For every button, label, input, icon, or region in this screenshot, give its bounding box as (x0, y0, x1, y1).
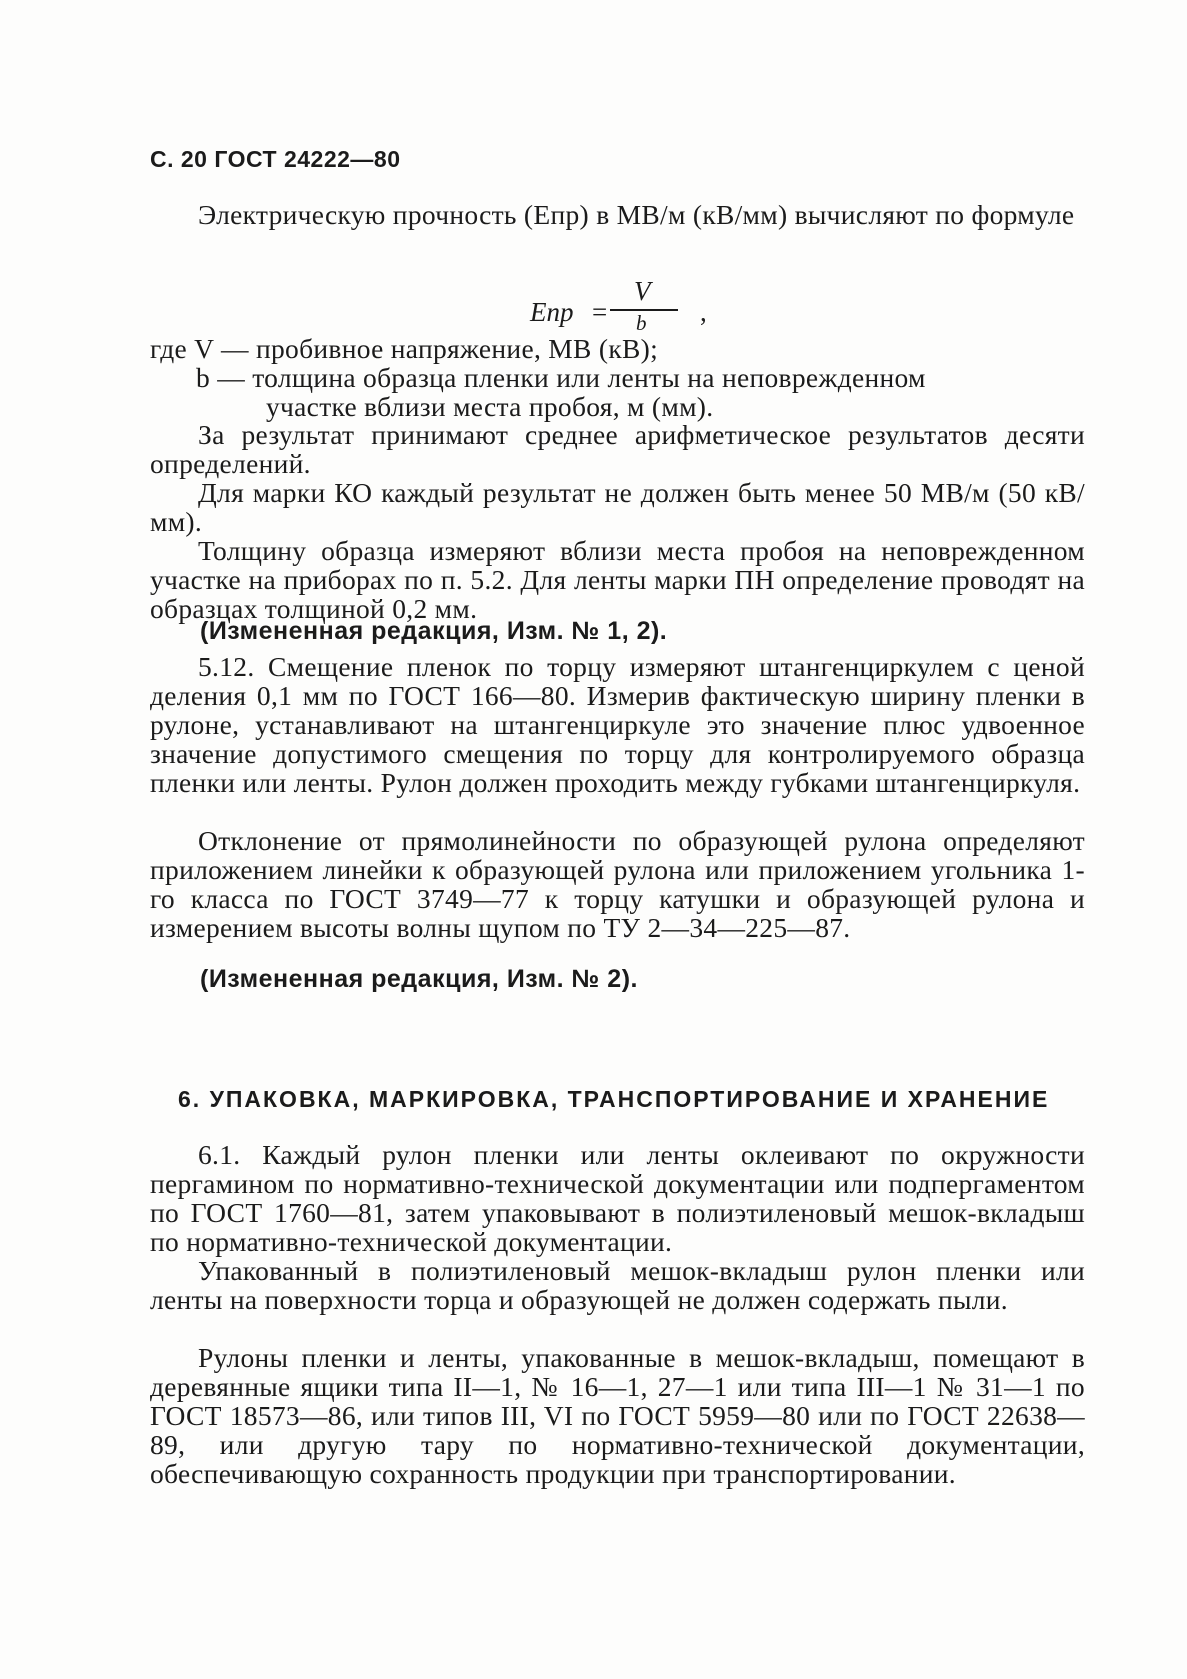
ko-grade-paragraph: Для марки КО каждый результат не должен быть менее 50 МВ/м (50 кВ/мм). (150, 477, 1085, 537)
edition-note-1-2: (Измененная редакция, Изм. № 1, 2). (200, 617, 668, 645)
where-b-definition-line2: участке вблизи места пробоя, м (мм). (266, 391, 714, 422)
formula-lhs: Eпр (530, 297, 574, 327)
straightness-paragraph: Отклонение от прямолинейности по образующей рулона определяют приложением линейки к образующей рулона или приложением угольника 1-го класса по ГОСТ 3749—77 к торцу катушки и образующей рулона и измерением высоты волны щупом по ТУ 2—34—225—87. (150, 825, 1085, 943)
edition-note-2: (Измененная редакция, Изм. № 2). (200, 965, 638, 993)
formula-comma: , (700, 297, 707, 327)
running-header: С. 20 ГОСТ 24222—80 (150, 146, 401, 172)
formula-denominator: b (636, 311, 647, 335)
paragraph-5-12: 5.12. Смещение пленок по торцу измеряют штангенциркулем с ценой деления 0,1 мм по ГОСТ 166—80. Измерив фактическую ширину пленки в рулоне, устанавливают на штангенциркуле это значение плюс удвоенное значение допустимого смещения по торцу для контролируемого образца пленки или ленты. Рулон должен проходить между губками штангенциркуля. (150, 651, 1085, 798)
section-6-heading: 6. УПАКОВКА, МАРКИРОВКА, ТРАНСПОРТИРОВАНИЕ И ХРАНЕНИЕ (178, 1086, 1050, 1112)
result-paragraph: За результат принимают среднее арифметическое результатов десяти определений. (150, 419, 1085, 479)
paragraph-6-1: 6.1. Каждый рулон пленки или ленты оклеивают по окружности пергамином по нормативно-технической документации или подпергаментом по ГОСТ 1760—81, затем упаковывают в полиэтиленовый мешок-вкладыш по нормативно-технической документации. (150, 1139, 1085, 1257)
thickness-paragraph: Толщину образца измеряют вблизи места пробоя на неповрежденном участке на приборах по п. 5.2. Для ленты марки ПН определение проводят на образцах толщиной 0,2 мм. (150, 535, 1085, 624)
formula-equals: = (592, 297, 608, 327)
boxes-paragraph: Рулоны пленки и ленты, упакованные в мешок-вкладыш, помещают в деревянные ящики типа II—1, № 16—1, 27—1 или типа III—1 № 31—1 по ГОСТ 18573—86, или типов III, VI по ГОСТ 5959—80 или по ГОСТ 22638—89, или другую тару по нормативно-технической документации, обеспечивающую сохранность продукции при транспортировании. (150, 1342, 1085, 1489)
dust-paragraph: Упакованный в полиэтиленовый мешок-вкладыш рулон пленки или ленты на поверхности торца и образующей не должен содержать пыли. (150, 1255, 1085, 1315)
where-v-definition: где V — пробивное напряжение, МВ (кВ); (150, 333, 659, 364)
formula-numerator: V (634, 276, 651, 306)
strength-intro-paragraph: Электрическую прочность (Eпр) в МВ/м (кВ/мм) вычисляют по формуле (198, 199, 1075, 230)
where-b-definition-line1: b — толщина образца пленки или ленты на неповрежденном (196, 362, 926, 393)
